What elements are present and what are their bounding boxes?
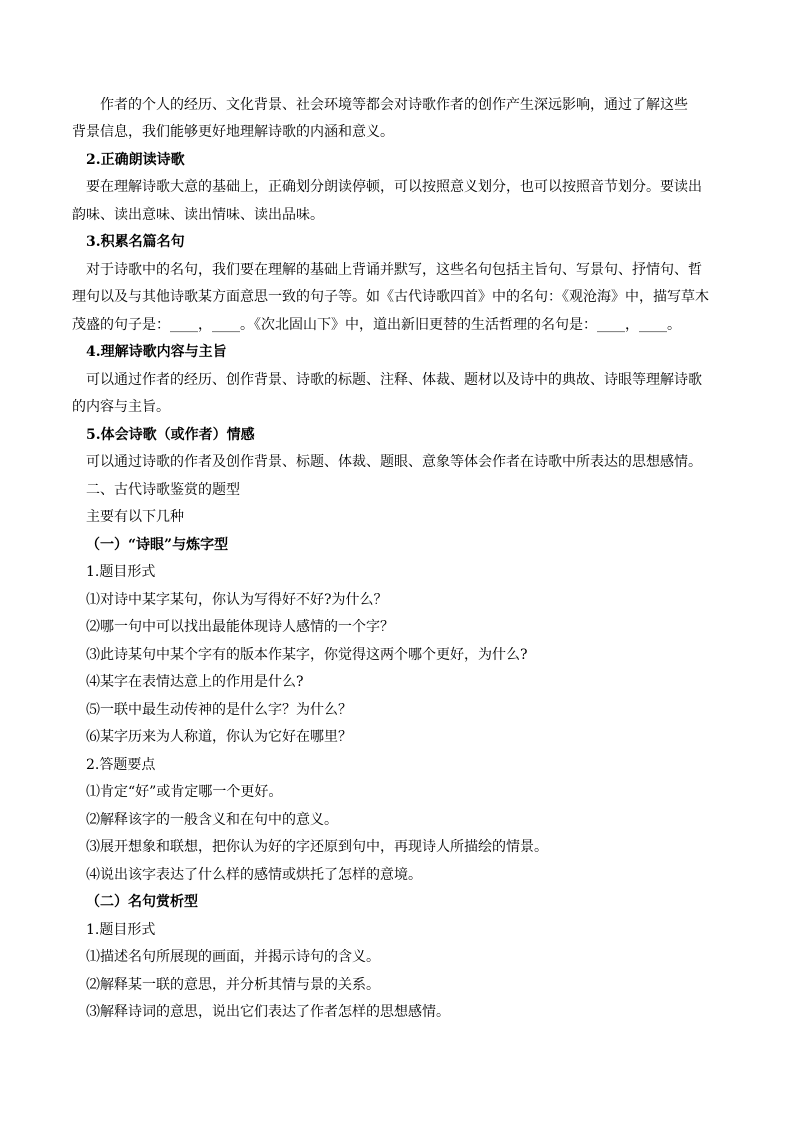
- paragraph-line: 要在理解诗歌大意的基础上，正确划分朗读停顿，可以按照意义划分，也可以按照音节划分。要读出: [86, 179, 702, 195]
- section-heading: 二、古代诗歌鉴赏的题型: [86, 482, 240, 498]
- list-item: ⑴描述名句所展现的画面，并揭示诗句的含义。: [86, 949, 380, 965]
- list-item: ⑴对诗中某字某句，你认为写得好不好?为什么？: [86, 592, 388, 608]
- list-item: ⑵哪一句中可以找出最能体现诗人感情的一个字？: [86, 619, 394, 635]
- section-heading: 3.积累名篇名句: [86, 234, 185, 250]
- list-item: ⑴肯定“好”或肯定哪一个更好。: [86, 784, 283, 800]
- list-item: ⑹某字历来为人称道，你认为它好在哪里？: [86, 729, 352, 745]
- section-heading: 4.理解诗歌内容与主旨: [86, 344, 227, 360]
- section-heading: 2.正确朗读诗歌: [86, 152, 185, 168]
- paragraph-line: 的内容与主旨。: [72, 399, 170, 415]
- list-item: ⑷说出该字表达了什么样的感情或烘托了怎样的意境。: [86, 867, 422, 883]
- list-item: ⑵解释该字的一般含义和在句中的意义。: [86, 812, 338, 828]
- paragraph-line: 对于诗歌中的名句，我们要在理解的基础上背诵并默写，这些名句包括主旨句、写景句、抒情句、哲: [86, 262, 702, 278]
- paragraph-line: 韵味、读出意味、读出情味、读出品味。: [72, 207, 324, 223]
- paragraph-line: 可以通过作者的经历、创作背景、诗歌的标题、注释、体裁、题材以及诗中的典故、诗眼等理解诗歌: [86, 372, 702, 388]
- list-heading: 2.答题要点: [86, 757, 156, 773]
- paragraph-line: 茂盛的句子是：____，____。《次北固山下》中，道出新旧更替的生活哲理的名句是：____，____。: [72, 317, 681, 333]
- list-heading: 1.题目形式: [86, 564, 156, 580]
- paragraph-line: 主要有以下几种: [86, 509, 184, 525]
- list-item: ⑷某字在表情达意上的作用是什么?: [86, 674, 304, 690]
- subsection-heading: （二）名句赏析型: [86, 894, 198, 910]
- list-item: ⑸一联中最生动传神的是什么字？为什么？: [86, 702, 352, 718]
- list-item: ⑶展开想象和联想，把你认为好的字还原到句中，再现诗人所描绘的情景。: [86, 839, 548, 855]
- subsection-heading: （一）“诗眼”与炼字型: [86, 537, 229, 553]
- paragraph-line: 背景信息，我们能够更好地理解诗歌的内涵和意义。: [72, 124, 394, 140]
- section-heading: 5.体会诗歌（或作者）情感: [86, 427, 255, 443]
- paragraph-line: 可以通过诗歌的作者及创作背景、标题、体裁、题眼、意象等体会作者在诗歌中所表达的思想感情。: [86, 454, 702, 470]
- list-item: ⑵解释某一联的意思，并分析其情与景的关系。: [86, 977, 380, 993]
- list-item: ⑶此诗某句中某个字有的版本作某字，你觉得这两个哪个更好，为什么?: [86, 647, 528, 663]
- paragraph-line: 作者的个人的经历、文化背景、社会环境等都会对诗歌作者的创作产生深远影响，通过了解这些: [100, 97, 688, 113]
- list-heading: 1.题目形式: [86, 922, 156, 938]
- paragraph-line: 理句以及与其他诗歌某方面意思一致的句子等。如《古代诗歌四首》中的名句：《观沧海》中，描写草木: [72, 289, 709, 305]
- list-item: ⑶解释诗词的意思，说出它们表达了作者怎样的思想感情。: [86, 1004, 450, 1020]
